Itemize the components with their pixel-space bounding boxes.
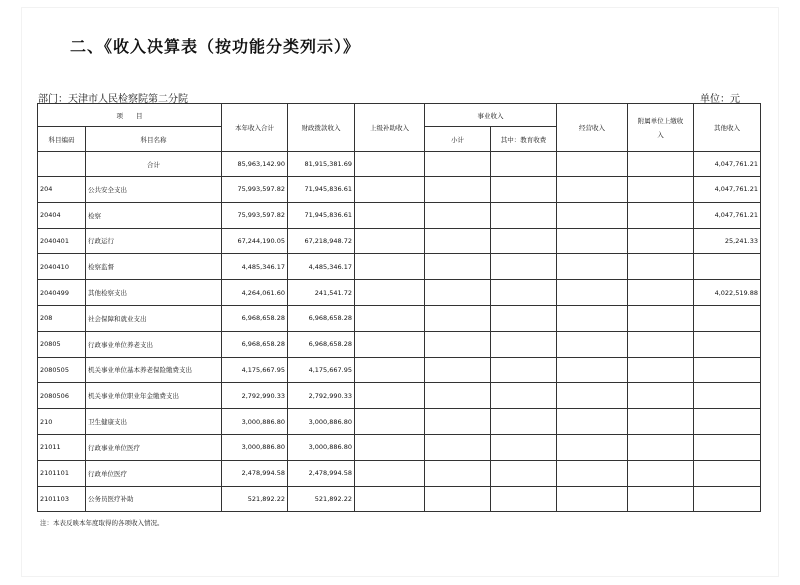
cell-other: 4,047,761.21 bbox=[694, 177, 761, 203]
table-row bbox=[38, 434, 761, 460]
cell-operating bbox=[557, 305, 628, 331]
cell-edu-fee bbox=[491, 202, 557, 228]
header-edu-fee: 其中：教育收费 bbox=[491, 127, 557, 152]
cell-business-subtotal bbox=[425, 460, 491, 486]
cell-fiscal: 71,945,836.61 bbox=[288, 177, 355, 203]
header-superior-subsidy: 上级补助收入 bbox=[355, 104, 425, 152]
cell-edu-fee bbox=[491, 409, 557, 435]
cell-other: 25,241.33 bbox=[694, 228, 761, 254]
cell-code: 204 bbox=[38, 177, 86, 203]
cell-total-income: 4,175,667.95 bbox=[222, 357, 288, 383]
cell-code: 2040401 bbox=[38, 228, 86, 254]
cell-business-subtotal bbox=[425, 202, 491, 228]
table-row bbox=[38, 460, 761, 486]
table-row bbox=[38, 383, 761, 409]
cell-affiliated bbox=[628, 357, 694, 383]
table-row bbox=[38, 305, 761, 331]
cell-fiscal: 67,218,948.72 bbox=[288, 228, 355, 254]
cell-superior-subsidy bbox=[355, 177, 425, 203]
cell-edu-fee bbox=[491, 280, 557, 306]
cell-code: 2101103 bbox=[38, 486, 86, 512]
cell-edu-fee bbox=[491, 357, 557, 383]
cell-code: 2101101 bbox=[38, 460, 86, 486]
cell-business-subtotal bbox=[425, 331, 491, 357]
cell-affiliated bbox=[628, 460, 694, 486]
cell-affiliated bbox=[628, 177, 694, 203]
cell-business-subtotal bbox=[425, 383, 491, 409]
table-row bbox=[38, 357, 761, 383]
unit-label: 单位：元 bbox=[700, 94, 740, 105]
cell-affiliated bbox=[628, 152, 694, 177]
cell-superior-subsidy bbox=[355, 228, 425, 254]
cell-name: 检察监督 bbox=[86, 254, 222, 280]
header-operating: 经营收入 bbox=[557, 104, 628, 152]
cell-operating bbox=[557, 434, 628, 460]
table-row bbox=[38, 280, 761, 306]
cell-superior-subsidy bbox=[355, 434, 425, 460]
cell-total-income: 2,478,994.58 bbox=[222, 460, 288, 486]
cell-other: 4,022,519.88 bbox=[694, 280, 761, 306]
table-row bbox=[38, 177, 761, 203]
cell-operating bbox=[557, 409, 628, 435]
cell-operating bbox=[557, 202, 628, 228]
cell-operating bbox=[557, 460, 628, 486]
cell-fiscal: 6,968,658.28 bbox=[288, 305, 355, 331]
header-total-income: 本年收入合计 bbox=[222, 104, 288, 152]
cell-affiliated bbox=[628, 434, 694, 460]
cell-edu-fee bbox=[491, 228, 557, 254]
cell-business-subtotal bbox=[425, 486, 491, 512]
cell-total-income: 4,264,061.60 bbox=[222, 280, 288, 306]
cell-affiliated bbox=[628, 383, 694, 409]
cell-superior-subsidy bbox=[355, 383, 425, 409]
cell-superior-subsidy bbox=[355, 460, 425, 486]
cell-code: 2040499 bbox=[38, 280, 86, 306]
table-row bbox=[38, 202, 761, 228]
table-body bbox=[38, 152, 761, 512]
cell-affiliated bbox=[628, 305, 694, 331]
cell-edu-fee bbox=[491, 486, 557, 512]
cell-affiliated bbox=[628, 409, 694, 435]
cell-total-income: 67,244,190.05 bbox=[222, 228, 288, 254]
table-row bbox=[38, 486, 761, 512]
cell-superior-subsidy bbox=[355, 254, 425, 280]
cell-name: 行政单位医疗 bbox=[86, 460, 222, 486]
header-code: 科目编码 bbox=[38, 127, 86, 152]
cell-affiliated bbox=[628, 254, 694, 280]
cell-total-income: 4,485,346.17 bbox=[222, 254, 288, 280]
cell-name: 行政事业单位养老支出 bbox=[86, 331, 222, 357]
cell-fiscal: 81,915,381.69 bbox=[288, 152, 355, 177]
cell-code bbox=[38, 152, 86, 177]
cell-superior-subsidy bbox=[355, 409, 425, 435]
page-title: 二、《收入决算表（按功能分类列示）》 bbox=[70, 37, 361, 56]
cell-fiscal: 3,000,886.80 bbox=[288, 434, 355, 460]
cell-code: 20404 bbox=[38, 202, 86, 228]
cell-fiscal: 4,175,667.95 bbox=[288, 357, 355, 383]
cell-edu-fee bbox=[491, 177, 557, 203]
cell-fiscal: 3,000,886.80 bbox=[288, 409, 355, 435]
cell-fiscal: 2,792,990.33 bbox=[288, 383, 355, 409]
header-fiscal: 财政拨款收入 bbox=[288, 104, 355, 152]
cell-code: 2040410 bbox=[38, 254, 86, 280]
cell-name: 检察 bbox=[86, 202, 222, 228]
cell-affiliated bbox=[628, 331, 694, 357]
cell-other: 4,047,761.21 bbox=[694, 202, 761, 228]
cell-edu-fee bbox=[491, 152, 557, 177]
cell-fiscal: 521,892.22 bbox=[288, 486, 355, 512]
cell-operating bbox=[557, 228, 628, 254]
cell-business-subtotal bbox=[425, 305, 491, 331]
cell-edu-fee bbox=[491, 331, 557, 357]
table-row bbox=[38, 409, 761, 435]
cell-fiscal: 241,541.72 bbox=[288, 280, 355, 306]
cell-superior-subsidy bbox=[355, 357, 425, 383]
header-subtotal: 小计 bbox=[425, 127, 491, 152]
cell-business-subtotal bbox=[425, 434, 491, 460]
cell-name: 卫生健康支出 bbox=[86, 409, 222, 435]
cell-superior-subsidy bbox=[355, 202, 425, 228]
header-other: 其他收入 bbox=[694, 104, 761, 152]
cell-total-income: 75,993,597.82 bbox=[222, 177, 288, 203]
income-table bbox=[37, 103, 761, 512]
table-row bbox=[38, 254, 761, 280]
cell-other bbox=[694, 409, 761, 435]
cell-code: 210 bbox=[38, 409, 86, 435]
cell-business-subtotal bbox=[425, 280, 491, 306]
cell-code: 2080506 bbox=[38, 383, 86, 409]
cell-other bbox=[694, 254, 761, 280]
cell-code: 208 bbox=[38, 305, 86, 331]
cell-superior-subsidy bbox=[355, 486, 425, 512]
cell-name: 公务员医疗补助 bbox=[86, 486, 222, 512]
cell-operating bbox=[557, 280, 628, 306]
cell-other: 4,047,761.21 bbox=[694, 152, 761, 177]
cell-total-income: 75,993,597.82 bbox=[222, 202, 288, 228]
cell-operating bbox=[557, 331, 628, 357]
cell-affiliated bbox=[628, 228, 694, 254]
cell-name: 公共安全支出 bbox=[86, 177, 222, 203]
cell-total-income: 521,892.22 bbox=[222, 486, 288, 512]
cell-total-income: 2,792,990.33 bbox=[222, 383, 288, 409]
cell-fiscal: 4,485,346.17 bbox=[288, 254, 355, 280]
cell-other bbox=[694, 434, 761, 460]
cell-affiliated bbox=[628, 202, 694, 228]
cell-edu-fee bbox=[491, 434, 557, 460]
cell-other bbox=[694, 331, 761, 357]
cell-other bbox=[694, 357, 761, 383]
header-item: 项 目 bbox=[38, 104, 222, 127]
cell-operating bbox=[557, 383, 628, 409]
cell-superior-subsidy bbox=[355, 331, 425, 357]
cell-total-income: 3,000,886.80 bbox=[222, 409, 288, 435]
cell-code: 21011 bbox=[38, 434, 86, 460]
cell-business-subtotal bbox=[425, 409, 491, 435]
cell-edu-fee bbox=[491, 460, 557, 486]
table-row bbox=[38, 331, 761, 357]
cell-affiliated bbox=[628, 280, 694, 306]
cell-edu-fee bbox=[491, 254, 557, 280]
cell-superior-subsidy bbox=[355, 152, 425, 177]
cell-total-income: 3,000,886.80 bbox=[222, 434, 288, 460]
cell-business-subtotal bbox=[425, 254, 491, 280]
header-affiliated: 附属单位上缴收入 bbox=[628, 104, 694, 152]
cell-business-subtotal bbox=[425, 177, 491, 203]
footnote: 注：本表反映本年度取得的各项收入情况。 bbox=[40, 519, 164, 527]
cell-code: 20805 bbox=[38, 331, 86, 357]
cell-name: 行政运行 bbox=[86, 228, 222, 254]
cell-operating bbox=[557, 357, 628, 383]
cell-name: 行政事业单位医疗 bbox=[86, 434, 222, 460]
cell-superior-subsidy bbox=[355, 280, 425, 306]
cell-operating bbox=[557, 486, 628, 512]
cell-business-subtotal bbox=[425, 228, 491, 254]
cell-superior-subsidy bbox=[355, 305, 425, 331]
cell-name: 机关事业单位职业年金缴费支出 bbox=[86, 383, 222, 409]
cell-other bbox=[694, 486, 761, 512]
cell-affiliated bbox=[628, 486, 694, 512]
header-row-1 bbox=[38, 104, 761, 127]
cell-fiscal: 71,945,836.61 bbox=[288, 202, 355, 228]
cell-name: 其他检察支出 bbox=[86, 280, 222, 306]
cell-fiscal: 6,968,658.28 bbox=[288, 331, 355, 357]
cell-name: 合计 bbox=[86, 152, 222, 177]
cell-operating bbox=[557, 152, 628, 177]
cell-other bbox=[694, 305, 761, 331]
cell-name: 机关事业单位基本养老保险缴费支出 bbox=[86, 357, 222, 383]
cell-operating bbox=[557, 254, 628, 280]
cell-edu-fee bbox=[491, 383, 557, 409]
cell-total-income: 6,968,658.28 bbox=[222, 305, 288, 331]
cell-code: 2080505 bbox=[38, 357, 86, 383]
cell-operating bbox=[557, 177, 628, 203]
cell-total-income: 85,963,142.90 bbox=[222, 152, 288, 177]
header-business-income: 事业收入 bbox=[425, 104, 557, 127]
cell-name: 社会保障和就业支出 bbox=[86, 305, 222, 331]
cell-edu-fee bbox=[491, 305, 557, 331]
cell-other bbox=[694, 460, 761, 486]
table-row bbox=[38, 228, 761, 254]
cell-fiscal: 2,478,994.58 bbox=[288, 460, 355, 486]
table-row bbox=[38, 152, 761, 177]
cell-business-subtotal bbox=[425, 357, 491, 383]
department-label: 部门：天津市人民检察院第二分院 bbox=[38, 94, 188, 105]
header-name: 科目名称 bbox=[86, 127, 222, 152]
cell-total-income: 6,968,658.28 bbox=[222, 331, 288, 357]
cell-business-subtotal bbox=[425, 152, 491, 177]
cell-other bbox=[694, 383, 761, 409]
